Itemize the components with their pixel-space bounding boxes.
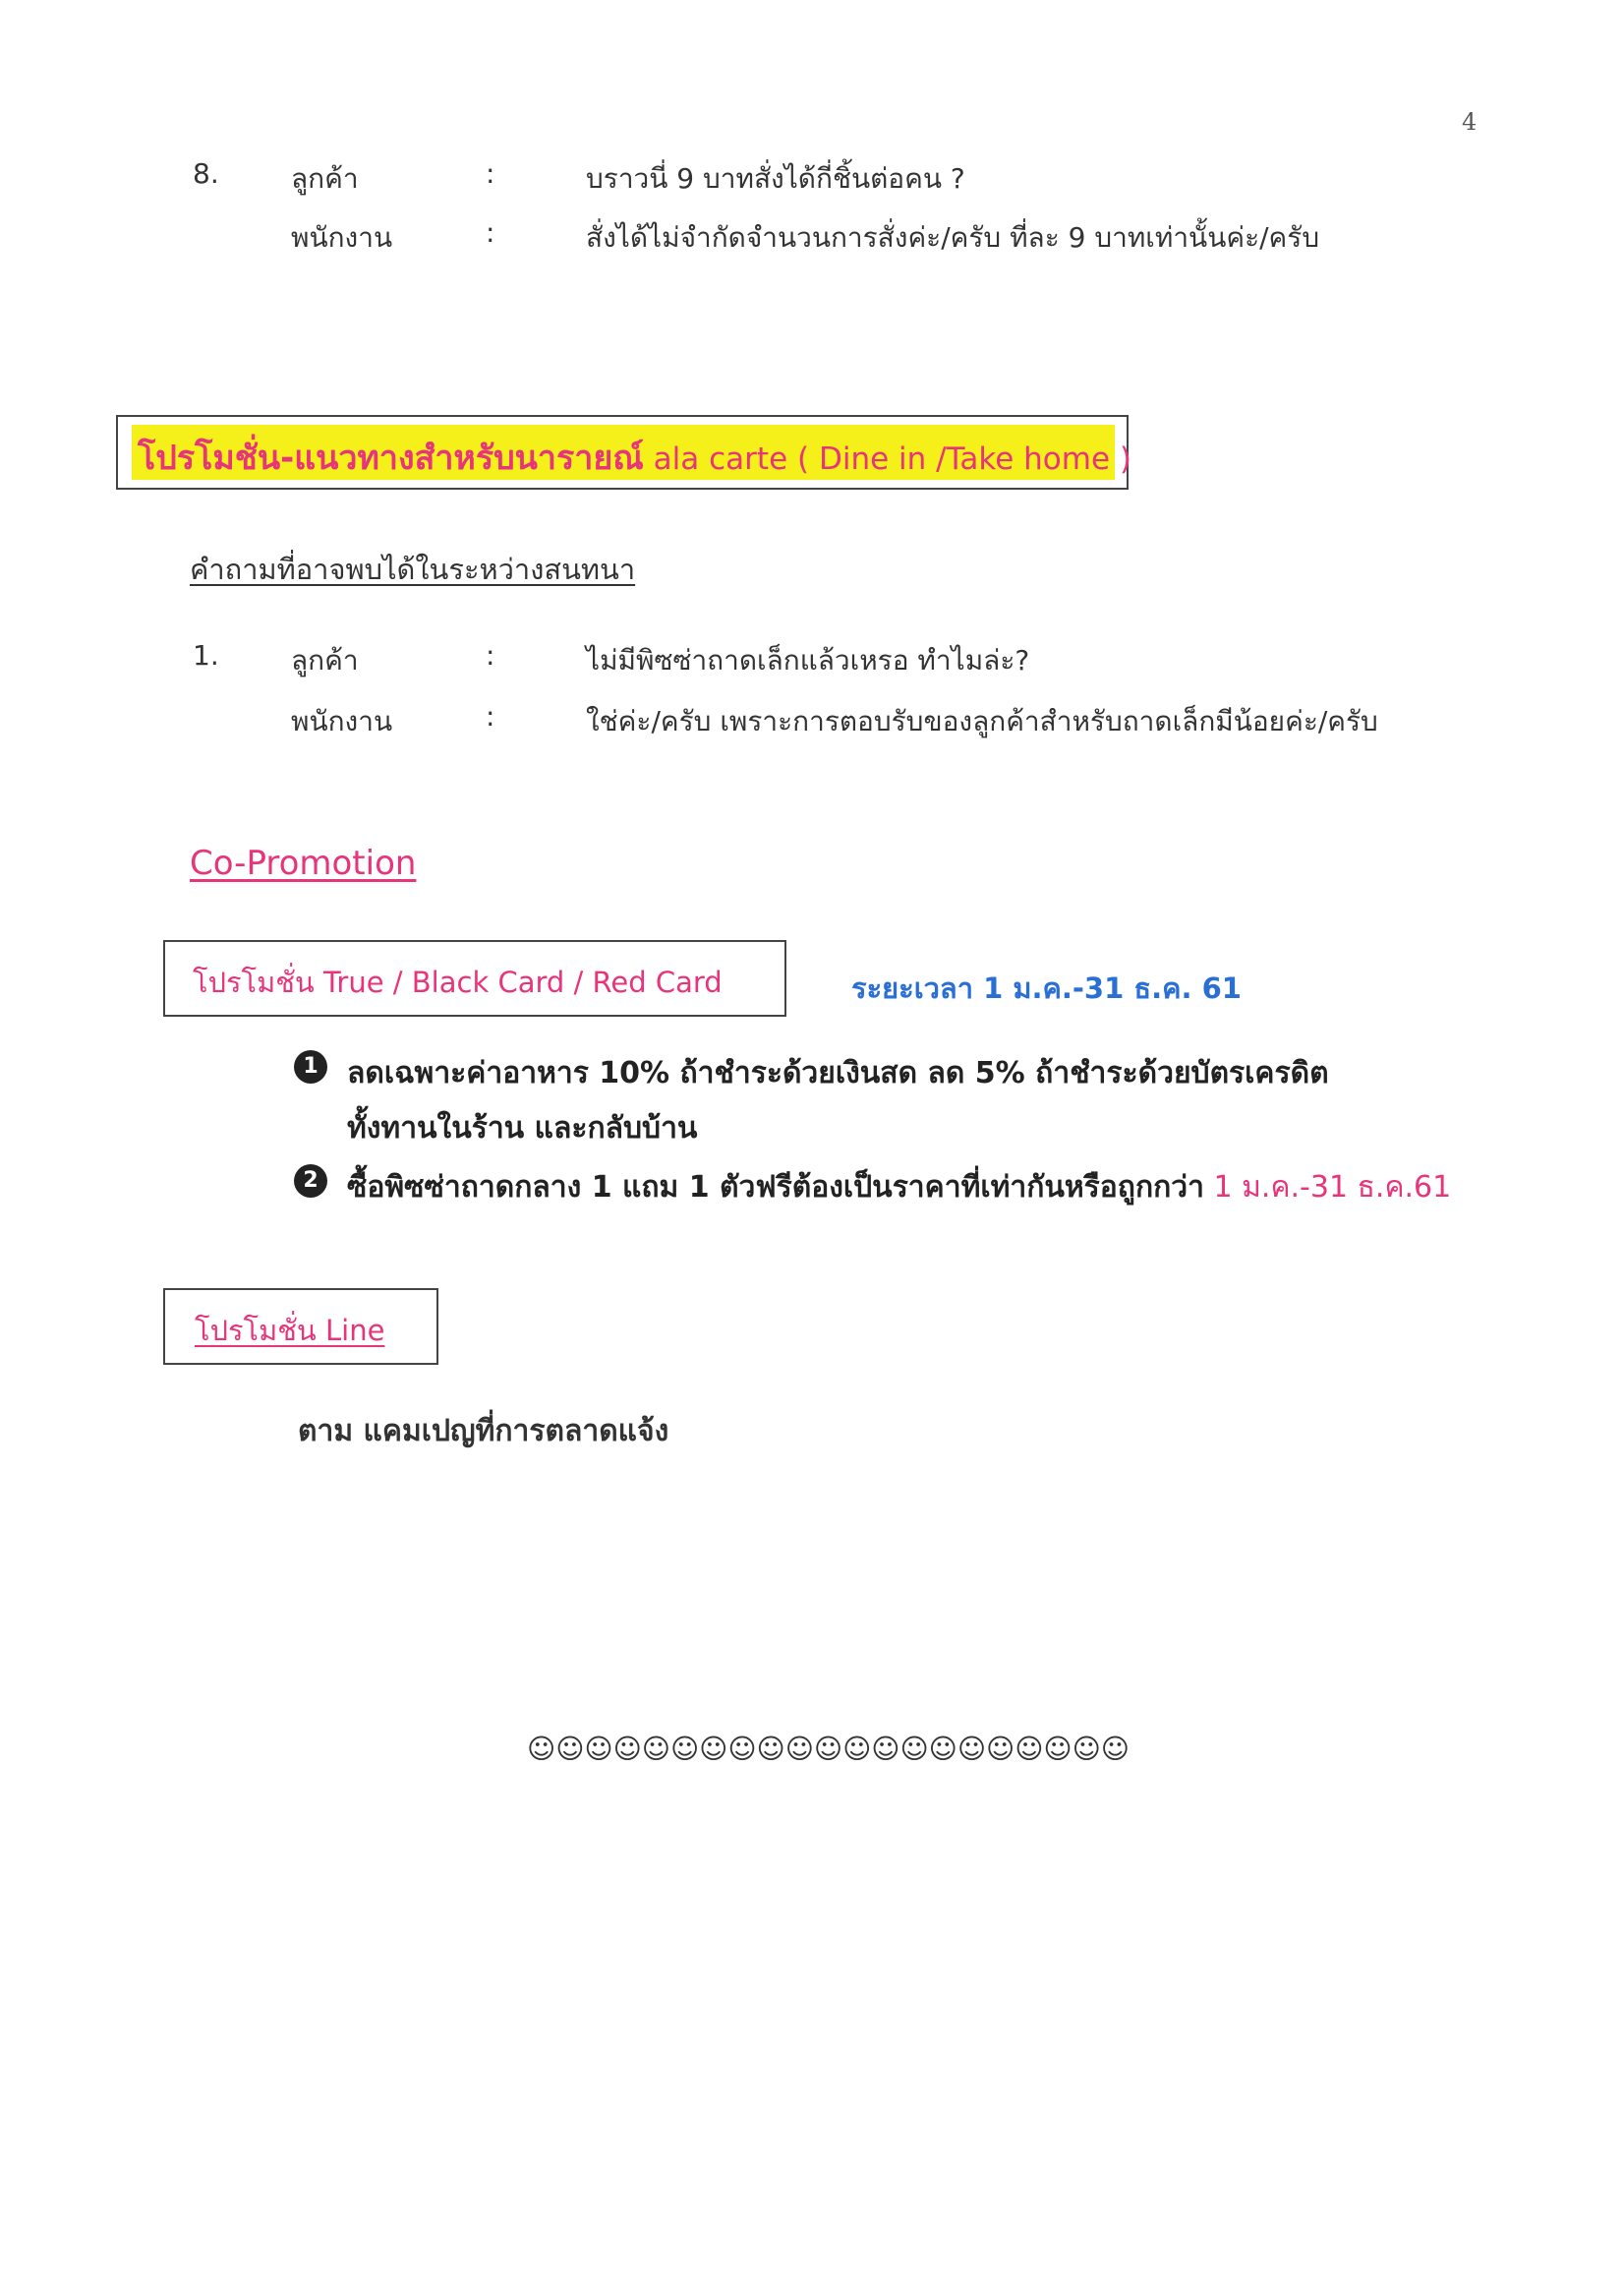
bullet-two-text: ซื้อพิซซ่าถาดกลาง 1 แถม 1 ตัวฟรีต้องเป็นราคาที่เท่ากันหรือถูกกว่า — [347, 1170, 1204, 1205]
promo-true-label: โปรโมชั่น True / Black Card / Red Card — [193, 966, 723, 999]
promo-line-label: โปรโมชั่น Line — [195, 1314, 385, 1347]
number-one-icon: 1 — [294, 1050, 327, 1084]
section-title — [138, 431, 1131, 484]
qa-one-answer: ใช่ค่ะ/ครับ เพราะการตอบรับของลูกค้าสำหรับถาดเล็กมีน้อยค่ะ/ครับ — [586, 705, 1378, 737]
qa-one-staff-label: พนักงาน — [291, 705, 393, 737]
qa-top-customer-colon: : — [486, 157, 495, 190]
section-title-thai: โปรโมชั่น-แนวทางสำหรับนารายณ์ — [138, 439, 644, 478]
bullet-one-line-two: ทั้งทานในร้าน และกลับบ้าน — [347, 1111, 698, 1146]
section-title-box — [116, 415, 1129, 490]
bullet-two-date: 1 ม.ค.-31 ธ.ค.61 — [1203, 1170, 1452, 1205]
qa-one-number: 1. — [193, 639, 219, 672]
promo-line-box — [163, 1288, 438, 1365]
qa-top-number: 8. — [193, 157, 219, 190]
qa-top-staff-label: พนักงาน — [291, 221, 393, 254]
qa-one-customer-label: ลูกค้า — [291, 644, 359, 677]
bullet-two — [347, 1164, 1451, 1210]
section-title-latin: ala carte ( Dine in /Take home ) — [643, 442, 1131, 477]
qa-one-customer-colon: : — [486, 639, 495, 672]
bullet-one-line-one: ลดเฉพาะค่าอาหาร 10% ถ้าชำระด้วยเงินสด ลด 5% ถ้าชำระด้วยบัตรเครดิต — [347, 1056, 1329, 1090]
page-number: 4 — [1462, 108, 1478, 136]
qa-top-answer: สั่งได้ไม่จำกัดจำนวนการสั่งค่ะ/ครับ ที่ละ 9 บาทเท่านั้นค่ะ/ครับ — [586, 221, 1320, 254]
qa-one-staff-colon: : — [486, 700, 495, 733]
qa-top-staff-colon: : — [486, 216, 495, 249]
smiley-row: ☺☺☺☺☺☺☺☺☺☺☺☺☺☺☺☺☺☺☺☺☺ — [527, 1733, 1130, 1765]
promo-line-body: ตาม แคมเปญที่การตลาดแจ้ง — [298, 1414, 669, 1448]
co-promotion-heading: Co-Promotion — [190, 844, 417, 883]
qa-top-question: บราวนี่ 9 บาทสั่งได้กี่ชิ้นต่อคน ? — [586, 162, 965, 195]
number-two-icon: 2 — [294, 1164, 327, 1198]
promo-true-box — [163, 940, 786, 1017]
qa-one-question: ไม่มีพิซซ่าถาดเล็กแล้วเหรอ ทำไมล่ะ? — [586, 644, 1030, 677]
promo-true-period: ระยะเวลา 1 ม.ค.-31 ธ.ค. 61 — [851, 971, 1242, 1005]
questions-heading: คำถามที่อาจพบได้ในระหว่างสนทนา — [190, 553, 636, 586]
qa-top-customer-label: ลูกค้า — [291, 162, 359, 195]
